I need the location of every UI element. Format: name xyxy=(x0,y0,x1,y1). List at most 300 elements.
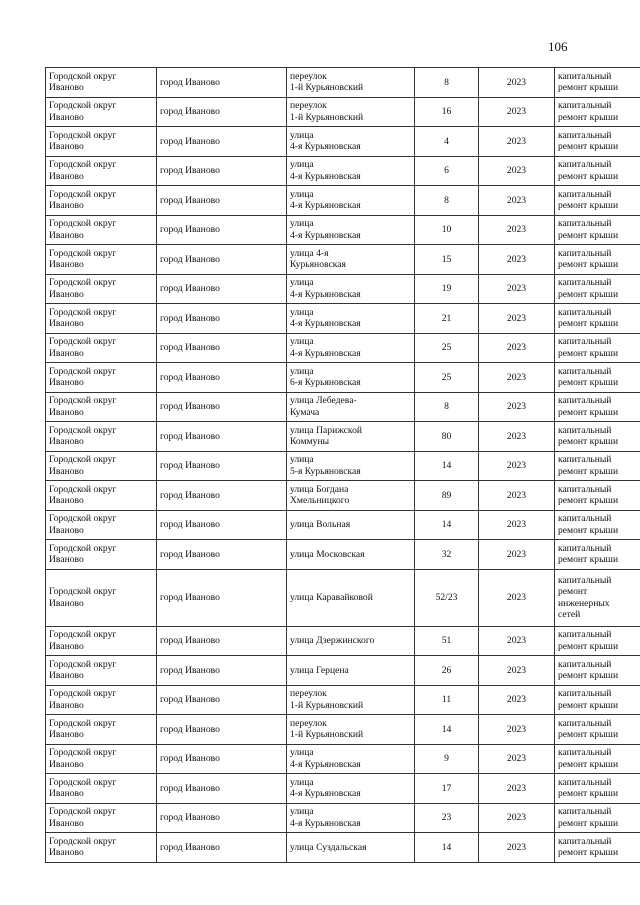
street-cell-line: улица xyxy=(290,806,314,818)
street-cell-line: улица xyxy=(290,218,314,230)
house-number-cell: 14 xyxy=(415,715,479,745)
work-type-cell-line: ремонт крыши xyxy=(558,141,619,153)
street-cell-line: Курьяновская xyxy=(290,259,346,271)
table-row xyxy=(46,274,640,304)
table-row xyxy=(46,304,640,334)
table-row xyxy=(46,215,640,245)
work-type-cell xyxy=(555,569,640,626)
municipality-cell-line: Иваново xyxy=(49,347,84,359)
municipality-cell-line: Иваново xyxy=(49,377,84,389)
work-type-cell-line: капитальный xyxy=(558,776,612,788)
street-cell-line: Кумача xyxy=(290,406,320,418)
street-cell-line: переулок xyxy=(290,70,327,82)
municipality-cell-line: Иваново xyxy=(49,200,84,212)
municipality-cell-line: Городской округ xyxy=(49,247,117,259)
work-type-cell-line: ремонт крыши xyxy=(558,377,619,389)
municipality-cell-line: Иваново xyxy=(49,699,84,711)
city-cell: город Иваново xyxy=(157,127,287,157)
house-number-cell: 9 xyxy=(415,744,479,774)
street-cell-line: Хмельницкого xyxy=(290,495,350,507)
work-type-cell-line: ремонт крыши xyxy=(558,729,619,741)
city-cell: город Иваново xyxy=(157,626,287,656)
city-cell: город Иваново xyxy=(157,245,287,275)
work-type-cell xyxy=(555,510,640,540)
municipality-cell-line: Иваново xyxy=(49,817,84,829)
work-type-cell xyxy=(555,481,640,511)
municipality-cell xyxy=(46,392,157,422)
work-type-cell-line: капитальный xyxy=(558,747,612,759)
street-cell-line: улица Парижской xyxy=(290,424,363,436)
street-cell-line: улица Дзержинского xyxy=(290,635,375,646)
city-cell: город Иваново xyxy=(157,540,287,570)
work-type-cell xyxy=(555,803,640,833)
municipality-cell-line: Городской округ xyxy=(49,835,117,847)
house-number-cell: 19 xyxy=(415,274,479,304)
municipality-cell-line: Городской округ xyxy=(49,188,117,200)
city-cell: город Иваново xyxy=(157,156,287,186)
municipality-cell-line: Иваново xyxy=(49,288,84,300)
work-type-cell-line: капитальный xyxy=(558,717,612,729)
table-row xyxy=(46,744,640,774)
year-cell: 2023 xyxy=(479,215,555,245)
work-type-cell-line: ремонт крыши xyxy=(558,788,619,800)
work-type-cell xyxy=(555,626,640,656)
municipality-cell-line: Иваново xyxy=(49,729,84,741)
work-type-cell xyxy=(555,392,640,422)
street-cell-line: 4-я Курьяновская xyxy=(290,347,361,359)
street-cell-line: улица xyxy=(290,365,314,377)
municipality-cell xyxy=(46,215,157,245)
municipality-cell xyxy=(46,274,157,304)
street-cell-line: 1-й Курьяновский xyxy=(290,699,364,711)
year-cell: 2023 xyxy=(479,451,555,481)
house-number-cell: 89 xyxy=(415,481,479,511)
municipality-cell xyxy=(46,127,157,157)
city-cell: город Иваново xyxy=(157,774,287,804)
street-cell-line: 4-я Курьяновская xyxy=(290,817,361,829)
house-number-cell: 6 xyxy=(415,156,479,186)
street-cell-line: переулок xyxy=(290,100,327,112)
street-cell-line: 4-я Курьяновская xyxy=(290,170,361,182)
work-type-cell xyxy=(555,245,640,275)
municipality-cell xyxy=(46,569,157,626)
table-row xyxy=(46,481,640,511)
house-number-cell: 25 xyxy=(415,333,479,363)
work-type-cell-line: капитальный xyxy=(558,483,612,495)
street-cell-line: Коммуны xyxy=(290,436,330,448)
municipality-cell-line: Городской округ xyxy=(49,586,117,597)
year-cell: 2023 xyxy=(479,715,555,745)
municipality-cell xyxy=(46,481,157,511)
house-number-cell: 14 xyxy=(415,510,479,540)
year-cell: 2023 xyxy=(479,803,555,833)
municipality-cell xyxy=(46,715,157,745)
municipality-cell-line: Иваново xyxy=(49,111,84,123)
street-cell xyxy=(287,656,415,686)
municipality-cell-line: Иваново xyxy=(49,524,84,536)
municipality-cell-line: Городской округ xyxy=(49,159,117,171)
table-row xyxy=(46,156,640,186)
street-cell-line: 4-я Курьяновская xyxy=(290,788,361,800)
city-cell: город Иваново xyxy=(157,715,287,745)
work-type-cell xyxy=(555,540,640,570)
municipality-cell xyxy=(46,186,157,216)
street-cell xyxy=(287,626,415,656)
table-row xyxy=(46,685,640,715)
municipality-cell-line: Городской округ xyxy=(49,806,117,818)
work-type-cell xyxy=(555,422,640,452)
work-type-cell-line: ремонт крыши xyxy=(558,436,619,448)
city-cell: город Иваново xyxy=(157,451,287,481)
work-type-cell-line: капитальный xyxy=(558,277,612,289)
work-type-cell-line: капитальный xyxy=(558,129,612,141)
street-cell-line: 4-я Курьяновская xyxy=(290,141,361,153)
work-type-cell xyxy=(555,68,640,98)
municipality-cell-line: Иваново xyxy=(49,82,84,94)
work-type-cell-line: ремонт крыши xyxy=(558,229,619,241)
municipality-cell-line: Иваново xyxy=(49,436,84,448)
year-cell: 2023 xyxy=(479,833,555,863)
work-type-cell xyxy=(555,774,640,804)
city-cell: город Иваново xyxy=(157,569,287,626)
year-cell: 2023 xyxy=(479,656,555,686)
street-cell-line: улица xyxy=(290,159,314,171)
street-cell-line: 4-я Курьяновская xyxy=(290,229,361,241)
work-type-cell-line: ремонт крыши xyxy=(558,495,619,507)
street-cell-line: 1-й Курьяновский xyxy=(290,82,364,94)
street-cell-line: улица Московская xyxy=(290,548,365,560)
street-cell-line: улица xyxy=(290,776,314,788)
municipality-cell-line: Иваново xyxy=(49,640,84,652)
municipality-cell xyxy=(46,451,157,481)
municipality-cell-line: Городской округ xyxy=(49,395,117,407)
table-row xyxy=(46,333,640,363)
work-type-cell-line: ремонт крыши xyxy=(558,670,619,682)
street-cell-line: улица xyxy=(290,454,314,466)
street-cell xyxy=(287,333,415,363)
house-number-cell: 10 xyxy=(415,215,479,245)
municipality-cell-line: Городской округ xyxy=(49,542,117,554)
municipality-cell xyxy=(46,540,157,570)
municipality-cell-line: Иваново xyxy=(49,495,84,507)
work-type-cell-line: ремонт крыши xyxy=(558,758,619,770)
street-cell xyxy=(287,540,415,570)
street-cell xyxy=(287,392,415,422)
table-row xyxy=(46,422,640,452)
repair-registry-table xyxy=(45,67,640,863)
work-type-cell xyxy=(555,833,640,863)
house-number-cell: 80 xyxy=(415,422,479,452)
house-number-cell: 17 xyxy=(415,774,479,804)
year-cell: 2023 xyxy=(479,774,555,804)
work-type-cell-line: капитальный xyxy=(558,835,612,847)
municipality-cell-line: Городской округ xyxy=(49,424,117,436)
work-type-cell xyxy=(555,186,640,216)
work-type-cell xyxy=(555,451,640,481)
street-cell-line: улица 4-я xyxy=(290,247,329,259)
work-type-cell-line: капитальный xyxy=(558,574,612,586)
city-cell: город Иваново xyxy=(157,422,287,452)
municipality-cell xyxy=(46,97,157,127)
table-row xyxy=(46,540,640,570)
municipality-cell-line: Городской округ xyxy=(49,218,117,230)
house-number-cell: 23 xyxy=(415,803,479,833)
work-type-cell-line: ремонт крыши xyxy=(558,82,619,94)
municipality-cell-line: Городской округ xyxy=(49,513,117,525)
work-type-cell xyxy=(555,127,640,157)
work-type-cell-line: ремонт крыши xyxy=(558,699,619,711)
work-type-cell-line: капитальный xyxy=(558,218,612,230)
municipality-cell-line: Городской округ xyxy=(49,129,117,141)
year-cell: 2023 xyxy=(479,186,555,216)
street-cell-line: улица xyxy=(290,188,314,200)
municipality-cell xyxy=(46,833,157,863)
table-row xyxy=(46,392,640,422)
work-type-cell-line: ремонт крыши xyxy=(558,554,619,566)
street-cell xyxy=(287,774,415,804)
city-cell: город Иваново xyxy=(157,803,287,833)
work-type-cell xyxy=(555,156,640,186)
street-cell xyxy=(287,68,415,98)
year-cell: 2023 xyxy=(479,392,555,422)
city-cell: город Иваново xyxy=(157,333,287,363)
municipality-cell-line: Иваново xyxy=(49,758,84,770)
work-type-cell-line: капитальный xyxy=(558,100,612,112)
table-row xyxy=(46,451,640,481)
municipality-cell xyxy=(46,68,157,98)
year-cell: 2023 xyxy=(479,481,555,511)
table-row xyxy=(46,245,640,275)
work-type-cell-line: капитальный xyxy=(558,542,612,554)
municipality-cell-line: Иваново xyxy=(49,788,84,800)
street-cell xyxy=(287,685,415,715)
municipality-cell-line: Иваново xyxy=(49,406,84,418)
house-number-cell: 8 xyxy=(415,186,479,216)
table-row xyxy=(46,569,640,626)
work-type-cell-line: ремонт крыши xyxy=(558,259,619,271)
table-row xyxy=(46,68,640,98)
street-cell xyxy=(287,481,415,511)
work-type-cell-line: капитальный xyxy=(558,70,612,82)
street-cell-line: 4-я Курьяновская xyxy=(290,758,361,770)
municipality-cell-line: Городской округ xyxy=(49,70,117,82)
work-type-cell-line: ремонт крыши xyxy=(558,318,619,330)
work-type-cell xyxy=(555,744,640,774)
street-cell xyxy=(287,245,415,275)
street-cell-line: 5-я Курьяновская xyxy=(290,465,361,477)
municipality-cell-line: Городской округ xyxy=(49,277,117,289)
municipality-cell xyxy=(46,685,157,715)
street-cell xyxy=(287,715,415,745)
work-type-cell xyxy=(555,97,640,127)
municipality-cell-line: Городской округ xyxy=(49,454,117,466)
work-type-cell-line: сетей xyxy=(558,609,581,620)
city-cell: город Иваново xyxy=(157,186,287,216)
street-cell-line: переулок xyxy=(290,688,327,700)
city-cell: город Иваново xyxy=(157,97,287,127)
work-type-cell-line: ремонт крыши xyxy=(558,640,619,652)
city-cell: город Иваново xyxy=(157,274,287,304)
city-cell: город Иваново xyxy=(157,685,287,715)
work-type-cell xyxy=(555,304,640,334)
city-cell: город Иваново xyxy=(157,744,287,774)
street-cell xyxy=(287,744,415,774)
work-type-cell xyxy=(555,685,640,715)
work-type-cell xyxy=(555,333,640,363)
work-type-cell-line: ремонт крыши xyxy=(558,347,619,359)
municipality-cell xyxy=(46,774,157,804)
year-cell: 2023 xyxy=(479,245,555,275)
municipality-cell xyxy=(46,363,157,393)
city-cell: город Иваново xyxy=(157,656,287,686)
municipality-cell xyxy=(46,156,157,186)
year-cell: 2023 xyxy=(479,744,555,774)
work-type-cell-line: ремонт крыши xyxy=(558,288,619,300)
work-type-cell-line: капитальный xyxy=(558,188,612,200)
municipality-cell-line: Городской округ xyxy=(49,336,117,348)
work-type-cell-line: капитальный xyxy=(558,513,612,525)
street-cell-line: улица Лебедева- xyxy=(290,395,357,407)
work-type-cell-line: капитальный xyxy=(558,806,612,818)
street-cell-line: улица Каравайковой xyxy=(290,591,373,603)
house-number-cell: 8 xyxy=(415,392,479,422)
work-type-cell-line: капитальный xyxy=(558,629,612,641)
municipality-cell-line: Городской округ xyxy=(49,306,117,318)
municipality-cell-line: Иваново xyxy=(49,170,84,182)
municipality-cell xyxy=(46,510,157,540)
work-type-cell-line: ремонт крыши xyxy=(558,111,619,123)
city-cell: город Иваново xyxy=(157,833,287,863)
table-row xyxy=(46,363,640,393)
table-row xyxy=(46,127,640,157)
table-row xyxy=(46,626,640,656)
work-type-cell xyxy=(555,274,640,304)
work-type-cell-line: ремонт крыши xyxy=(558,406,619,418)
city-cell: город Иваново xyxy=(157,215,287,245)
year-cell: 2023 xyxy=(479,156,555,186)
street-cell-line: улица xyxy=(290,336,314,348)
year-cell: 2023 xyxy=(479,510,555,540)
street-cell-line: 1-й Курьяновский xyxy=(290,729,364,741)
year-cell: 2023 xyxy=(479,333,555,363)
municipality-cell-line: Городской округ xyxy=(49,776,117,788)
work-type-cell-line: капитальный xyxy=(558,454,612,466)
municipality-cell-line: Иваново xyxy=(49,229,84,241)
municipality-cell-line: Городской округ xyxy=(49,629,117,641)
table-row xyxy=(46,510,640,540)
work-type-cell-line: капитальный xyxy=(558,688,612,700)
work-type-cell-line: капитальный xyxy=(558,658,612,670)
city-cell: город Иваново xyxy=(157,481,287,511)
municipality-cell-line: Иваново xyxy=(49,554,84,566)
year-cell: 2023 xyxy=(479,685,555,715)
house-number-cell: 14 xyxy=(415,833,479,863)
municipality-cell-line: Городской округ xyxy=(49,658,117,670)
work-type-cell-line: ремонт крыши xyxy=(558,170,619,182)
municipality-cell xyxy=(46,744,157,774)
street-cell xyxy=(287,215,415,245)
work-type-cell xyxy=(555,363,640,393)
street-cell xyxy=(287,97,415,127)
municipality-cell xyxy=(46,304,157,334)
table-row xyxy=(46,656,640,686)
table-row xyxy=(46,715,640,745)
municipality-cell-line: Иваново xyxy=(49,847,84,859)
work-type-cell-line: ремонт крыши xyxy=(558,524,619,536)
municipality-cell xyxy=(46,422,157,452)
work-type-cell-line: ремонт крыши xyxy=(558,465,619,477)
street-cell xyxy=(287,127,415,157)
municipality-cell xyxy=(46,803,157,833)
work-type-cell xyxy=(555,215,640,245)
work-type-cell-line: ремонт крыши xyxy=(558,200,619,212)
year-cell: 2023 xyxy=(479,304,555,334)
year-cell: 2023 xyxy=(479,97,555,127)
street-cell-line: улица Суздальская xyxy=(290,841,367,853)
table-row xyxy=(46,97,640,127)
city-cell: город Иваново xyxy=(157,68,287,98)
year-cell: 2023 xyxy=(479,569,555,626)
table-body xyxy=(46,68,640,863)
municipality-cell xyxy=(46,333,157,363)
house-number-cell: 51 xyxy=(415,626,479,656)
municipality-cell-line: Иваново xyxy=(49,597,84,609)
municipality-cell-line: Иваново xyxy=(49,259,84,271)
work-type-cell-line: ремонт крыши xyxy=(558,847,619,859)
year-cell: 2023 xyxy=(479,540,555,570)
street-cell-line: переулок xyxy=(290,717,327,729)
municipality-cell-line: Иваново xyxy=(49,318,84,330)
table-row xyxy=(46,186,640,216)
street-cell-line: 4-я Курьяновская xyxy=(290,200,361,212)
work-type-cell xyxy=(555,715,640,745)
street-cell xyxy=(287,186,415,216)
table-row xyxy=(46,774,640,804)
page-number: 106 xyxy=(548,39,568,54)
work-type-cell-line: капитальный xyxy=(558,336,612,348)
street-cell-line: улица xyxy=(290,747,314,759)
house-number-cell: 8 xyxy=(415,68,479,98)
work-type-cell-line: капитальный xyxy=(558,159,612,171)
city-cell: город Иваново xyxy=(157,392,287,422)
work-type-cell-line: ремонт крыши xyxy=(558,817,619,829)
municipality-cell-line: Городской округ xyxy=(49,688,117,700)
municipality-cell xyxy=(46,626,157,656)
street-cell-line: улица Герцена xyxy=(290,664,349,676)
street-cell-line: улица Богдана xyxy=(290,483,349,495)
street-cell xyxy=(287,833,415,863)
house-number-cell: 11 xyxy=(415,685,479,715)
street-cell xyxy=(287,156,415,186)
city-cell: город Иваново xyxy=(157,510,287,540)
street-cell-line: 1-й Курьяновский xyxy=(290,111,364,123)
work-type-cell-line: инженерных xyxy=(558,597,610,609)
house-number-cell: 21 xyxy=(415,304,479,334)
house-number-cell: 16 xyxy=(415,97,479,127)
street-cell xyxy=(287,422,415,452)
street-cell-line: 6-я Курьяновская xyxy=(290,377,361,389)
municipality-cell-line: Иваново xyxy=(49,465,84,477)
house-number-cell: 15 xyxy=(415,245,479,275)
work-type-cell-line: капитальный xyxy=(558,247,612,259)
house-number-cell: 32 xyxy=(415,540,479,570)
street-cell xyxy=(287,451,415,481)
year-cell: 2023 xyxy=(479,363,555,393)
street-cell-line: 4-я Курьяновская xyxy=(290,318,361,330)
street-cell-line: 4-я Курьяновская xyxy=(290,288,361,300)
work-type-cell xyxy=(555,656,640,686)
year-cell: 2023 xyxy=(479,626,555,656)
